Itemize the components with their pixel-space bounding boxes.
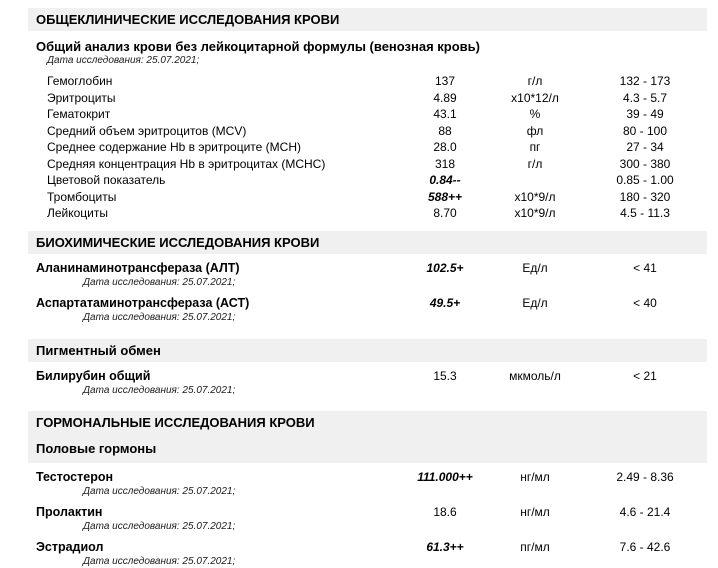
analyte-value-abnormal: 111.000++ (417, 469, 473, 484)
analyte-block (28, 295, 710, 324)
study-date: Дата исследования: 25.07.2021; (83, 276, 236, 288)
analyte-value-abnormal: 49.5+ (429, 295, 461, 310)
table-row (28, 189, 710, 206)
table-row (28, 260, 710, 276)
analyte-value: 318 (434, 156, 456, 171)
table-row (28, 368, 710, 384)
analyte-unit: г/л (527, 74, 543, 88)
analyte-unit: х10*9/л (514, 206, 556, 220)
section-title: ГОРМОНАЛЬНЫЕ ИССЛЕДОВАНИЯ КРОВИ (36, 414, 315, 430)
section-header-biochemistry (28, 231, 707, 254)
analyte-name: Тестостерон (36, 469, 114, 484)
table-row (28, 156, 710, 173)
analyte-reference-range: 4.6 - 21.4 (619, 504, 671, 519)
analyte-unit: фл (526, 123, 544, 138)
table-row (28, 139, 710, 156)
analyte-name: Эритроциты (47, 90, 116, 105)
analyte-name: Аспартатаминотрансфераза (АСТ) (36, 295, 250, 310)
analyte-name: Среднее содержание Hb в эритроците (MCH) (47, 140, 301, 154)
analyte-reference-range: 80 - 100 (622, 123, 668, 138)
analyte-unit: пг (529, 140, 541, 154)
analyte-value-abnormal: 61.3++ (426, 539, 464, 554)
analyte-name: Гемоглобин (47, 74, 113, 88)
analyte-reference-range: 4.5 - 11.3 (620, 206, 670, 220)
analyte-value: 15.3 (433, 368, 457, 383)
table-row (28, 106, 710, 123)
analyte-unit: мкмоль/л (509, 368, 561, 383)
cbc-panel-title: Общий анализ крови без лейкоцитарной формулы (венозная кровь) (36, 39, 480, 54)
analyte-name: Пролактин (36, 504, 103, 519)
analyte-block (28, 260, 710, 289)
analyte-unit: Ед/л (522, 260, 548, 275)
analyte-value: 137 (434, 74, 456, 88)
study-date: Дата исследования: 25.07.2021; (83, 520, 236, 532)
analyte-unit: пг/мл (520, 539, 550, 554)
table-row (28, 295, 710, 311)
table-row (28, 172, 710, 189)
section-title: БИОХИМИЧЕСКИЕ ИССЛЕДОВАНИЯ КРОВИ (36, 234, 320, 250)
analyte-block (28, 368, 710, 397)
analyte-name: Аланинаминотрансфераза (АЛТ) (36, 260, 240, 275)
analyte-reference-range: < 41 (633, 260, 657, 275)
analyte-reference-range: < 40 (633, 295, 657, 310)
analyte-name: Тромбоциты (47, 189, 117, 204)
cbc-results-table (28, 73, 710, 222)
analyte-unit: нг/мл (520, 504, 550, 519)
table-row (28, 504, 710, 520)
analyte-value-abnormal: 102.5+ (426, 260, 464, 275)
analyte-unit: % (529, 107, 541, 121)
analyte-block (28, 504, 710, 533)
study-date: Дата исследования: 25.07.2021; (83, 485, 236, 497)
section-title: ОБЩЕКЛИНИЧЕСКИЕ ИССЛЕДОВАНИЯ КРОВИ (36, 12, 340, 27)
analyte-unit: х10*9/л (514, 189, 556, 204)
analyte-value: 28.0 (433, 140, 457, 154)
analyte-value: 43.1 (433, 107, 457, 121)
analyte-name: Средний объем эритроцитов (MCV) (47, 123, 247, 138)
table-row (28, 123, 710, 140)
analyte-unit: Ед/л (522, 295, 548, 310)
analyte-name: Эстрадиол (36, 539, 104, 554)
analyte-value: 4.89 (433, 90, 457, 105)
subsection-header-sex-hormones: Половые гормоны (36, 440, 157, 456)
analyte-reference-range: < 21 (633, 368, 657, 383)
analyte-reference-range: 132 - 173 (619, 74, 671, 88)
analyte-reference-range: 0.85 - 1.00 (616, 173, 674, 187)
analyte-name: Цветовой показатель (47, 173, 166, 187)
table-row (28, 539, 710, 555)
study-date: Дата исследования: 25.07.2021; (83, 555, 236, 567)
table-row (28, 205, 710, 222)
analyte-reference-range: 300 - 380 (619, 156, 671, 171)
table-row (28, 73, 710, 90)
analyte-value: 18.6 (433, 504, 457, 519)
subsection-header-pigment-metabolism (28, 339, 707, 362)
analyte-value: 88 (438, 123, 452, 138)
analyte-reference-range: 7.6 - 42.6 (619, 539, 671, 554)
analyte-block (28, 469, 710, 498)
subsection-title: Пигментный обмен (36, 342, 161, 358)
analyte-reference-range: 27 - 34 (626, 140, 664, 154)
analyte-reference-range: 180 - 320 (619, 189, 671, 204)
analyte-unit: г/л (527, 156, 543, 171)
analyte-block (28, 539, 710, 568)
analyte-name: Средняя концентрация Hb в эритроцитах (MCHC) (47, 156, 326, 171)
analyte-value-abnormal: 588++ (427, 189, 463, 204)
section-header-hormonal (28, 411, 707, 463)
analyte-reference-range: 39 - 49 (626, 107, 664, 121)
analyte-name: Билирубин общий (36, 368, 151, 383)
table-row (28, 469, 710, 485)
analyte-name: Лейкоциты (47, 206, 109, 220)
table-row (28, 90, 710, 107)
study-date: Дата исследования: 25.07.2021; (47, 55, 200, 66)
analyte-value: 8.70 (433, 206, 457, 220)
section-header-general-clinical (28, 8, 707, 31)
study-date: Дата исследования: 25.07.2021; (83, 384, 236, 396)
analyte-reference-range: 4.3 - 5.7 (622, 90, 668, 105)
analyte-unit: х10*12/л (511, 90, 559, 105)
analyte-unit: нг/мл (520, 469, 550, 484)
analyte-name: Гематокрит (47, 107, 111, 121)
analyte-reference-range: 2.49 - 8.36 (616, 469, 674, 484)
study-date: Дата исследования: 25.07.2021; (83, 311, 236, 323)
analyte-value-abnormal: 0.84-- (429, 173, 461, 187)
